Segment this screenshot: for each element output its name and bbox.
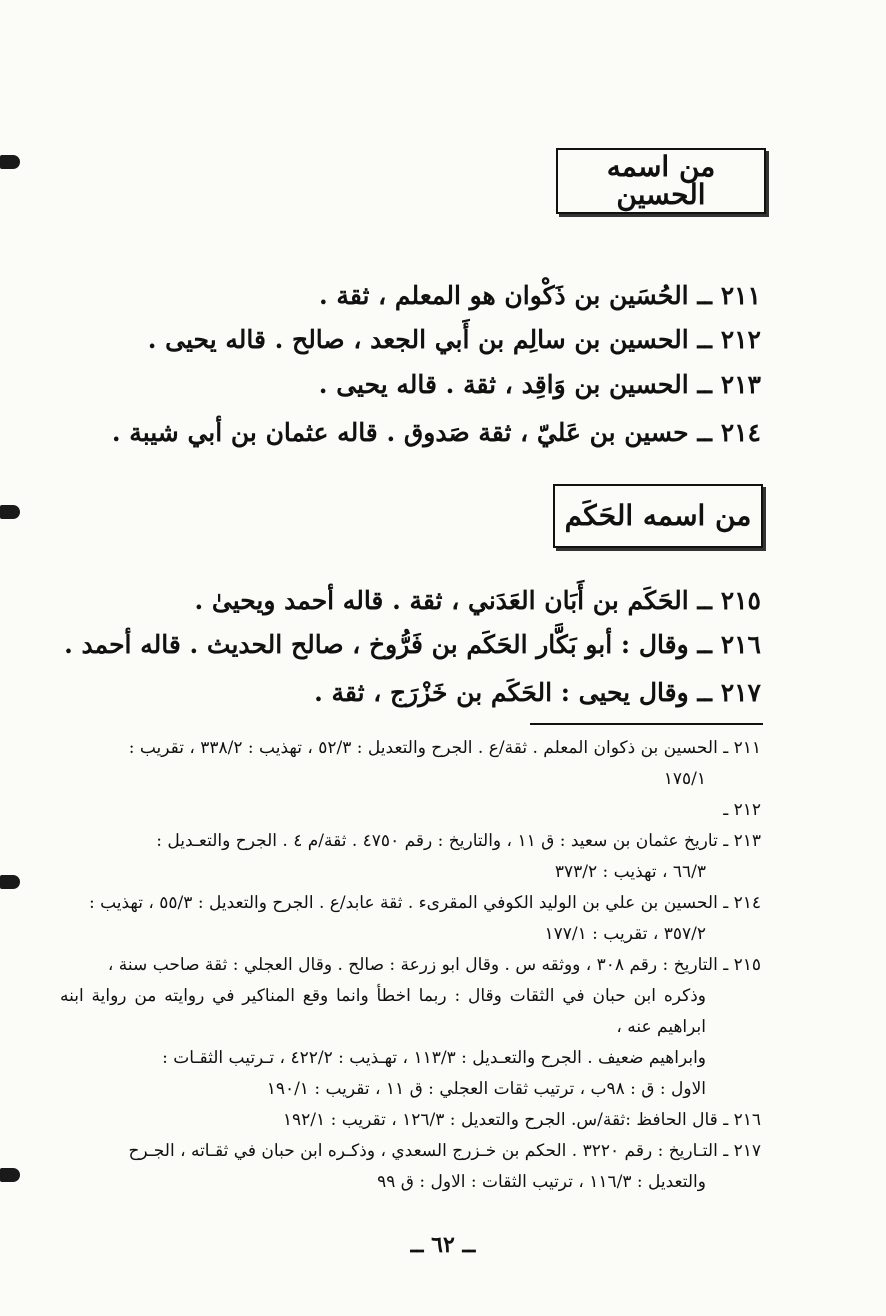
- footnote-line: ٢١٢ ـ: [723, 800, 761, 820]
- footnote-line: ٢١٣ ـ تاريخ عثمان بن سعيد : ق ١١ ، والتاريخ : رقم ٤٧٥٠ . ثقة/م ٤ . الجرح والتعـديل :: [156, 831, 761, 851]
- entry-212: ٢١٢ ــ الحسين بن سالِم بن أَبي الجعد ، صالح . قاله يحيى .: [147, 325, 761, 354]
- binding-mark: [0, 505, 20, 519]
- section-heading-text: من اسمه الحسين: [606, 150, 716, 211]
- binding-mark: [0, 875, 20, 889]
- footnote-line: ١٧٥/١: [663, 769, 706, 789]
- footnote-213: [60, 826, 761, 888]
- footnote-216: [60, 1105, 761, 1136]
- footnote-212: [60, 795, 761, 826]
- entry-211: ٢١١ ــ الحُسَين بن ذَكْوان هو المعلم ، ثقة .: [319, 281, 761, 310]
- footnote-215: [60, 950, 761, 1105]
- entry-217: ٢١٧ ــ وقال يحيى : الحَكَم بن خَزْرَج ، ثقة .: [314, 678, 761, 707]
- section-heading-husayn: [556, 148, 766, 214]
- footnote-217: [60, 1136, 761, 1198]
- footnote-line: الاول : ق : ٩٨ب ، ترتيب ثقات العجلي : ق ١١ ، تقريب : ١٩٠/١: [266, 1079, 706, 1099]
- entry-216: ٢١٦ ــ وقال : أبو بَكَّار الحَكَم بن فَرُّوخ ، صالح الحديث . قاله أحمد .: [64, 630, 761, 659]
- footnote-line: ٣٥٧/٢ ، تقريب : ١٧٧/١: [544, 924, 706, 944]
- entry-215: ٢١٥ ــ الحَكَم بن أَبَان العَدَني ، ثقة . قاله أحمد ويحيىٰ .: [194, 586, 761, 615]
- footnote-line: ٢١٤ ـ الحسين بن علي بن الوليد الكوفي المقرىء . ثقة عابد/ع . الجرح والتعديل : ٥٥/٣ ، تهذيب :: [88, 893, 761, 913]
- footnote-line: ٢١٦ ـ قال الحافظ :ثقة/س. الجرح والتعديل : ١٢٦/٣ ، تقريب : ١٩٢/١: [282, 1110, 761, 1130]
- footnote-211: [60, 733, 761, 795]
- binding-mark: [0, 1168, 20, 1182]
- footnote-separator: [530, 723, 763, 725]
- entry-214: ٢١٤ ــ حسين بن عَليّ ، ثقة صَدوق . قاله عثمان بن أبي شيبة .: [111, 418, 761, 447]
- footnote-line: وذكره ابن حبان في الثقات وقال : ربما اخطأ وانما وقع المناكير في روايته من رواية ابنه ابراهيم عنه ،: [60, 986, 706, 1037]
- binding-mark: [0, 155, 20, 169]
- section-heading-text: من اسمه الحَكَم: [564, 499, 752, 532]
- section-heading-hakam: [553, 484, 763, 548]
- footnote-line: ٢١٥ ـ التاريخ : رقم ٣٠٨ ، ووثقه س . وقال ابو زرعة : صالح . وقال العجلي : ثقة صاحب سنة ،: [107, 955, 761, 975]
- footnote-line: ٦٦/٣ ، تهذيب : ٣٧٣/٢: [554, 862, 706, 882]
- entry-213: ٢١٣ ــ الحسين بن وَاقِد ، ثقة . قاله يحيى .: [318, 370, 761, 399]
- footnote-line: وابراهيم ضعيف . الجرح والتعـديل : ١١٣/٣ ، تهـذيب : ٤٢٢/٢ ، تـرتيب الثقـات :: [162, 1048, 706, 1068]
- page-number: ــ ٦٢ ــ: [410, 1232, 476, 1258]
- footnote-line: ٢١١ ـ الحسين بن ذكوان المعلم . ثقة/ع . الجرح والتعديل : ٥٢/٣ ، تهذيب : ٣٣٨/٢ ، تقريب :: [128, 738, 761, 758]
- footnotes: [60, 733, 761, 1198]
- footnote-214: [60, 888, 761, 950]
- footnote-line: ٢١٧ ـ التـاريخ : رقم ٣٢٢٠ . الحكم بن خـزرج السعدي ، وذكـره ابن حبان في ثقـاته ، الجـرح: [128, 1141, 761, 1161]
- footnote-line: والتعديل : ١١٦/٣ ، ترتيب الثقات : الاول : ق ٩٩: [377, 1172, 706, 1192]
